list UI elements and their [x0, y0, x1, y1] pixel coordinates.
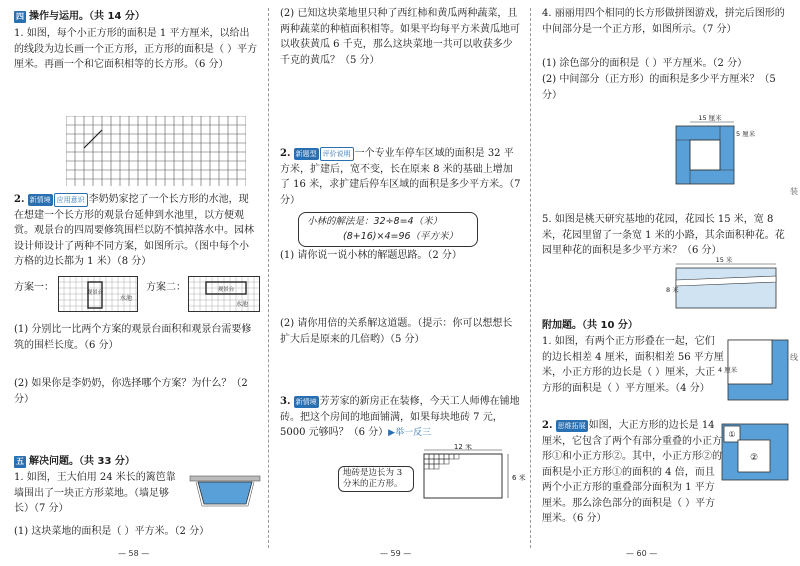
binding-mark: 装	[790, 187, 798, 196]
question-2-text: 李奶奶家挖了一个长方形的水池，现在想建一个长方形的观景台延伸到水池里，以方便观赏。观景台的四周要修筑围栏以防不慎掉落水中。园林设计师设计了两种不同方案，如图所示。（图中每个小方格的边长都为 1 米）（8 分）	[14, 194, 254, 267]
plan-2-label: 方案二：	[146, 282, 186, 293]
side-difference-label: 4 厘米	[718, 366, 738, 374]
bonus-question-2-text: 如图，大正方形的边长是 14 厘米，它包含了两个有部分重叠的小正方形①和小正方形②。其中，小正方形②的面积是小正方形①的面积的 4 倍，而且两个小正方形的重叠部分面积为 1 平方厘米。那么涂色部分的面积是（ ）平方厘米。（6 分）	[542, 420, 722, 524]
page-58	[0, 0, 268, 566]
bonus-question-1: 1. 如图，有两个正方形叠在一起，它们的边长相差 4 厘米，面积相差 56 平方厘米，小正方形的边长是（ ）厘米，大正方形的面积是（ ）平方厘米。（4 分）	[542, 336, 724, 394]
vegetable-plot	[198, 482, 252, 504]
section-title: 操作与运用。（共 14 分）	[29, 11, 145, 22]
page-60	[530, 0, 800, 566]
question-4-sub-2: (2) 中间部分（正方形）的面积是多少平方厘米？（5 分）	[542, 74, 776, 101]
plan-1-pool-label: 水池	[120, 295, 133, 302]
floor-tile	[444, 459, 449, 464]
tag-applied: 应用意识	[54, 193, 88, 207]
floor-tile	[429, 459, 434, 464]
tag-new-type: 新题型	[295, 150, 317, 158]
plan-2-pool-label: 水池	[236, 301, 249, 308]
floor-tile	[429, 454, 434, 459]
floor-tile	[439, 454, 444, 459]
page-59	[268, 0, 530, 566]
room-width-label: 6 米	[512, 474, 526, 482]
garden-diagram	[666, 256, 782, 310]
puzzle-width-label: 5 厘米	[736, 130, 756, 138]
floor-tile	[424, 454, 429, 459]
question-3: 3. 新情境 芳芳家的新房正在装修，今天工人师傅在铺地砖。把这个房间的地面铺满，如果每块地砖 7 元，5000 元够吗？（6 分）▶举一反三	[280, 396, 520, 438]
floor-tile	[424, 459, 429, 464]
question-1-part-2: (2) 已知这块菜地里只种了西红柿和黄瓜两种蔬菜，且两种蔬菜的种植面积相等。如果平均每平方米黄瓜地可以收获黄瓜 6 千克，那么这块菜地一共可以收获多少千克的黄瓜？（5 分）	[280, 8, 520, 66]
plan-1-deck-label: 观景台	[86, 290, 104, 296]
question-2-sub-1: (1) 分别比一比两个方案的观景台面积和观景台需要修筑的围栏长度。（6 分）	[14, 324, 252, 351]
room-outline	[424, 454, 502, 498]
formula-box	[298, 212, 522, 247]
floor-tile	[454, 454, 459, 459]
small-square	[728, 340, 772, 384]
garden-outline	[676, 268, 776, 308]
floor-tile	[434, 459, 439, 464]
fence-garden-diagram	[188, 474, 262, 510]
floor-tile	[449, 454, 454, 459]
square-grid	[66, 116, 246, 186]
question-3-text: 芳芳家的新房正在装修，今天工人师傅在铺地砖。把这个房间的地面铺满，如果每块地砖 7 元，5000 元够吗？（6 分）	[280, 396, 520, 438]
question-4-sub-1: (1) 涂色部分的面积是（ ）平方厘米。（2 分）	[542, 58, 748, 69]
floor-tile	[434, 464, 439, 469]
page-number: — 60 —	[626, 548, 658, 558]
plan-1-diagram	[58, 276, 138, 312]
floor-tile	[424, 464, 429, 469]
question-2-sub-2: (2) 如果你是李奶奶，你选择哪个方案？为什么？（2 分）	[14, 378, 248, 405]
plan-2-diagram	[188, 276, 260, 312]
floor-tile	[434, 454, 439, 459]
section-number: 五	[14, 456, 26, 468]
plan-2-deck-label: 观景台	[217, 287, 235, 293]
section-4-header	[14, 9, 258, 25]
question-5-text: 5. 如图是桃天研究基地的花园，花园长 15 米，宽 8 米，花园里留了一条宽 1 米的小路，其余面积种花。花园里种花的面积是多少平方米？（6 分）	[542, 214, 785, 256]
center-square	[690, 140, 720, 170]
formula-line-2: (8+16)×4=96（平方米）	[343, 230, 459, 242]
plan-1-label: 方案一：	[14, 282, 54, 293]
wall	[190, 476, 260, 481]
tag-evaluation: 评价说明	[320, 147, 354, 161]
formula-line-1: 小林的解法是：32÷8=4（米）	[307, 216, 443, 227]
garden-width-label: 8 米	[666, 286, 679, 294]
question-1-text: 1. 如图，每个小正方形的面积是 1 平方厘米，以给出的线段为边长画一个正方形，正方形的面积是（ ）平方厘米。再画一个和它面积相等的长方形。（6 分）	[14, 28, 258, 70]
page-number: — 58 —	[118, 548, 150, 558]
tag-new-context: 新情境	[295, 398, 317, 406]
question-2: 2. 新题型 评价说明 一个专业车停车区域的面积是 32 平方米，扩建后，宽不变，长在原来 8 米的基础上增加了 16 米，求扩建后停车区域的面积是多少平方米。（7 分）	[280, 148, 521, 206]
overlapping-squares-diagram	[718, 338, 792, 402]
rectangle-puzzle-diagram	[670, 112, 760, 188]
section-5-header	[14, 454, 258, 470]
bonus-section-title: 附加题。（共 10 分）	[542, 320, 638, 331]
floor-tile	[429, 464, 434, 469]
room-length-label: 12 米	[453, 444, 473, 451]
section-title: 解决问题。（共 33 分）	[29, 456, 135, 467]
question-4-text: 4. 丽丽用四个相同的长方形做拼图游戏，拼完后图形的中间部分是一个正方形，如图所示。（7 分）	[542, 8, 785, 35]
question-2-sub-2: (2) 请你用倍的关系解这道题。（提示：你可以想想长扩大后是原来的几倍哟）（5 分）	[280, 318, 513, 345]
floor-tile	[444, 454, 449, 459]
question-2-text: 一个专业车停车区域的面积是 32 平方米，扩建后，宽不变，长在原来 8 米的基础上增加了 16 米，求扩建后停车区域的面积是多少平方米。（7 分）	[280, 148, 521, 206]
square-2-label: ②	[749, 453, 759, 463]
room-floor-diagram	[416, 444, 526, 504]
bonus-question-2: 2. 思维拓展 如图，大正方形的边长是 14 厘米，它包含了两个有部分重叠的小正方形①和小正方形②。其中，小正方形②的面积是小正方形①的面积的 4 倍，而且两个小正方形的重叠部分面积为 1 平方厘米。那么涂色部分的面积是（ ）平方厘米。（6 分）	[542, 420, 722, 524]
nested-squares-diagram	[720, 422, 790, 482]
section-number: 四	[14, 11, 26, 23]
question-2-sub-1: (1) 请你说一说小林的解题思路。（2 分）	[280, 250, 462, 261]
question-2: 2. 新情境 应用意识 李奶奶家挖了一个长方形的水池，现在想建一个长方形的观景台延伸到水池里，以方便观赏。观景台的四周要修筑围栏以防不慎掉落水中。园林设计师设计了两种不同方案，如图所示。（图中每个小方格的边长都为 1 米）（8 分）	[14, 194, 254, 267]
tag-new-context: 新情境	[29, 196, 51, 204]
garden-length-label: 15 米	[715, 256, 733, 264]
floor-tile	[439, 459, 444, 464]
page-number: — 59 —	[380, 548, 412, 558]
question-3-sub-1: (1) 这块菜地的面积是（ ）平方米。（2 分）	[14, 526, 210, 537]
puzzle-length-label: 15 厘米	[698, 114, 722, 122]
binding-mark: 线	[790, 353, 798, 362]
tag-thinking-extension: 思维拓展	[557, 422, 586, 430]
tile-hint-callout: 地砖是边长为 3 分米的正方形。	[338, 466, 414, 492]
square-1-label: ①	[728, 430, 736, 439]
related-practice-link[interactable]: ▶举一反三	[388, 428, 432, 438]
question-3-text: 1. 如图，王大伯用 24 米长的篱笆靠墙围出了一块正方形菜地。（墙足够长）（7 分）	[14, 472, 176, 514]
